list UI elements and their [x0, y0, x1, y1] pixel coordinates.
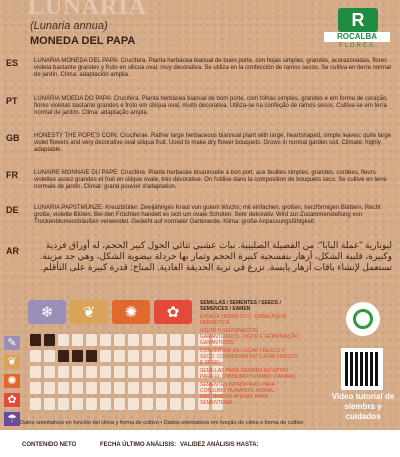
lang-text: LUNÁRIA MOEDA DO PAPA: Crucífera. Planta herbácea bianual de bom porte, com folhas simples, grandes e em forma de coração, flores violetas bastante grandes e fruto em silíqua oval, muito decorativa. Utiliza-se na confeção de ramos secos. Cultiva-se em terra normal de jardim. Clima: adaptação ampla.: [34, 96, 388, 117]
lang-code: GB: [6, 133, 20, 143]
calendar-cell: [170, 398, 181, 410]
brand-logo: [324, 8, 390, 52]
description-ar: [6, 240, 394, 296]
bottom-info-strip: [0, 430, 400, 457]
calendar-cell: [100, 350, 111, 362]
description-es: [6, 58, 394, 92]
calendar-cell: [58, 350, 69, 362]
calendar-cell: [58, 382, 69, 394]
calendar-cell: [156, 398, 167, 410]
calendar-cell: [128, 334, 139, 346]
calendar-cell: [72, 398, 83, 410]
lang-text: LUNARIA PAPSTMÜNZE: Kreuzblütler. Zweijähriges Kraut von gutem Wuchs; mit einfachen, großen, herzförmigen Blättern, Recht große, violette Blüten. Bei den Früchten handelt es sich um ovale Schoten. Sehr dekorativ. Wird zur Zusammenstellung von Trockenblumensträußen verwendet. Gedeiht auf normaler Gartenerde. Klima: große Anpassungsfähigkeit.: [34, 205, 381, 226]
calendar-row: [30, 398, 223, 410]
description-de: [6, 205, 394, 239]
calendar-cell: [184, 382, 195, 394]
calendar-cell: [184, 350, 195, 362]
calendar-cell: [142, 350, 153, 362]
calendar-cell: [86, 398, 97, 410]
snowflake-icon: ❄: [28, 300, 66, 324]
transplant-icon: ❦: [4, 355, 20, 369]
calendar-cell: [100, 366, 111, 378]
calendar-cell: [142, 382, 153, 394]
legend-item: ENVASE HERMÉTICO. EMBALAGEM HERMÉTICA.: [200, 314, 286, 326]
calendar-cell: [114, 334, 125, 346]
calendar-cell: [156, 350, 167, 362]
analysis-validity-label: VALIDEZ ANÁLISIS HASTA:: [180, 442, 259, 448]
calendar-cell: [114, 398, 125, 410]
logo-mark: R: [338, 8, 378, 32]
common-name: MONEDA DEL PAPA: [30, 35, 136, 47]
calendar-cell: [58, 366, 69, 378]
calendar-cell: [30, 334, 41, 346]
calendar-cell: [114, 366, 125, 378]
calendar-cell: [114, 382, 125, 394]
lang-text: LUNAIRE MONNAIE DU PAPE: Crucifère. Plante herbacée bisannuelle à bon port, aux feuilles simples, grandes, cordées, fleurs violettes assez grandes et fruit en silique ovale, très décorative. On l'utilise dans la composition de bouquets secs. Se cultive en terre normale de jardin. Climat: grand pouvoir d'adaptation.: [34, 170, 387, 191]
description-fr: [6, 170, 394, 204]
lang-text: LUNARIA MONEDA DEL PAPA: Crucífera. Planta herbácea bianual de buen porte, con hojas simples, grandes, acorazonadas, flores violeta bastante grandes y fruto en silicua oval, muy decorativa. Se utiliza en la confección de ramos secos. Se cultiva en tierra normal de jardín. Clima: adaptación amplia.: [34, 58, 391, 79]
footnote: Datos orientativos en función del clima y forma de cultivo • Dados orientativos em função do clima e forma de cultivo: [20, 420, 304, 426]
calendar-cell: [44, 334, 55, 346]
logo-sub: FLORES: [338, 43, 375, 49]
flower-icon: ✺: [4, 374, 20, 388]
lang-code: DE: [6, 205, 19, 215]
sun-icon: ✺: [112, 300, 150, 324]
calendar-cell: [58, 398, 69, 410]
calendar-row: [30, 382, 223, 394]
legend-item: VIGOR Y GERMINACIÓN GARANTIZADOS. VIGOR E GERMINAÇÃO GARANTIDOS.: [200, 328, 299, 346]
lang-text: HONESTY THE POPE'S COIN: Cruciferae. Rather large herbaceous biannual plant with large, heartshaped, simple leaves; quite large violet flowers and very decorative oval siliqua fruit. Used to make dry flower bouquets. Grows in normal garden soil. Climate: highly adaptable.: [34, 133, 392, 154]
product-title: LUNARIA: [28, 0, 148, 20]
calendar-cell: [44, 350, 55, 362]
calendar-cell: [72, 382, 83, 394]
lang-code: ES: [6, 58, 19, 68]
calendar-cell: [142, 334, 153, 346]
calendar-cell: [156, 334, 167, 346]
lang-code: FR: [6, 170, 18, 180]
calendar-cell: [44, 382, 55, 394]
calendar-cell: [72, 334, 83, 346]
calendar-cell: [30, 398, 41, 410]
calendar-cell: [128, 366, 139, 378]
leaf-icon: ❦: [70, 300, 108, 324]
sprout-icon: ✿: [154, 300, 192, 324]
latin-name: (Lunaria annua): [30, 20, 108, 32]
seed-legend: [200, 300, 300, 406]
calendar-cell: [86, 334, 97, 346]
legend-item: CONSERVAR EN LUGAR FRESCO Y SECO. CONSERVAR EM LUGAR FRESCO E SECO.: [200, 348, 298, 366]
legend-item: SEMENTES IMPRÓPRIAS PARA CONSUMO HUMANO E ANIMAL. DESTINADAS APENAS PARA SEMENTEIRA.: [200, 382, 276, 406]
calendar-cell: [170, 366, 181, 378]
calendar-cell: [30, 366, 41, 378]
calendar-cell: [156, 382, 167, 394]
calendar-cell: [142, 398, 153, 410]
calendar-cell: [100, 398, 111, 410]
calendar-cell: [72, 350, 83, 362]
sowing-calendar: [30, 334, 223, 414]
calendar-cell: [86, 350, 97, 362]
calendar-cell: [170, 334, 181, 346]
lang-code: PT: [6, 96, 18, 106]
sow-icon: ✎: [4, 336, 20, 350]
calendar-cell: [170, 382, 181, 394]
watering-icon: ☂: [4, 412, 20, 426]
calendar-row: [30, 334, 223, 346]
description-gb: [6, 133, 394, 167]
calendar-row: [30, 350, 223, 362]
calendar-cell: [156, 366, 167, 378]
calendar-cell: [44, 366, 55, 378]
calendar-cell: [184, 334, 195, 346]
logo-text: ROCALBA: [324, 32, 390, 42]
schedule-row-icons: [4, 336, 28, 431]
legend-item: SEMILLAS PARA SIEMBRA NO APTAS PARA EL CONSUMO HUMANO O ANIMAL.: [200, 368, 298, 380]
qr-code[interactable]: [341, 348, 383, 390]
calendar-cell: [184, 398, 195, 410]
calendar-cell: [30, 382, 41, 394]
net-content-label: CONTENIDO NETO: [22, 442, 77, 448]
calendar-cell: [100, 334, 111, 346]
calendar-cell: [170, 350, 181, 362]
calendar-cell: [142, 366, 153, 378]
calendar-cell: [86, 366, 97, 378]
calendar-cell: [44, 398, 55, 410]
calendar-cell: [114, 350, 125, 362]
calendar-cell: [128, 350, 139, 362]
calendar-cell: [128, 382, 139, 394]
lang-code: AR: [6, 246, 19, 256]
calendar-cell: [58, 334, 69, 346]
calendar-cell: [30, 350, 41, 362]
calendar-cell: [100, 382, 111, 394]
calendar-cell: [72, 366, 83, 378]
description-pt: [6, 96, 394, 130]
calendar-row: [30, 366, 223, 378]
lang-text: ليونارية "عملة البابا": من الفصيلة الصليبية. نبات عشبي ثنائي الحول كبير الحجم، له أوراق فردية وكبيرة، قلبية الشكل، أزهار بنفسجية كبيرة الحجم وثمار بها خردلة بيضوية الشكل، وهي جد مزينة. تستعمل لإنشاء باقات أزهار يابسة. تزرع في تربة الحديقة العادية. المناخ: قدرة كبيرة على التأقلم.: [39, 240, 392, 272]
care-icons: [28, 300, 198, 330]
recycle-icon: [346, 302, 380, 336]
icon-row: [28, 300, 198, 324]
video-tutorial-link[interactable]: Video tutorial de siembra y cuidados: [331, 392, 395, 421]
last-analysis-label: FECHA ÚLTIMO ANÁLISIS:: [100, 442, 177, 448]
calendar-cell: [86, 382, 97, 394]
legend-title: SEMILLAS / SEMENTES / SEEDS / SEMENCES / SAMEN: [200, 300, 281, 312]
harvest-icon: ✿: [4, 393, 20, 407]
calendar-cell: [184, 366, 195, 378]
calendar-cell: [128, 398, 139, 410]
